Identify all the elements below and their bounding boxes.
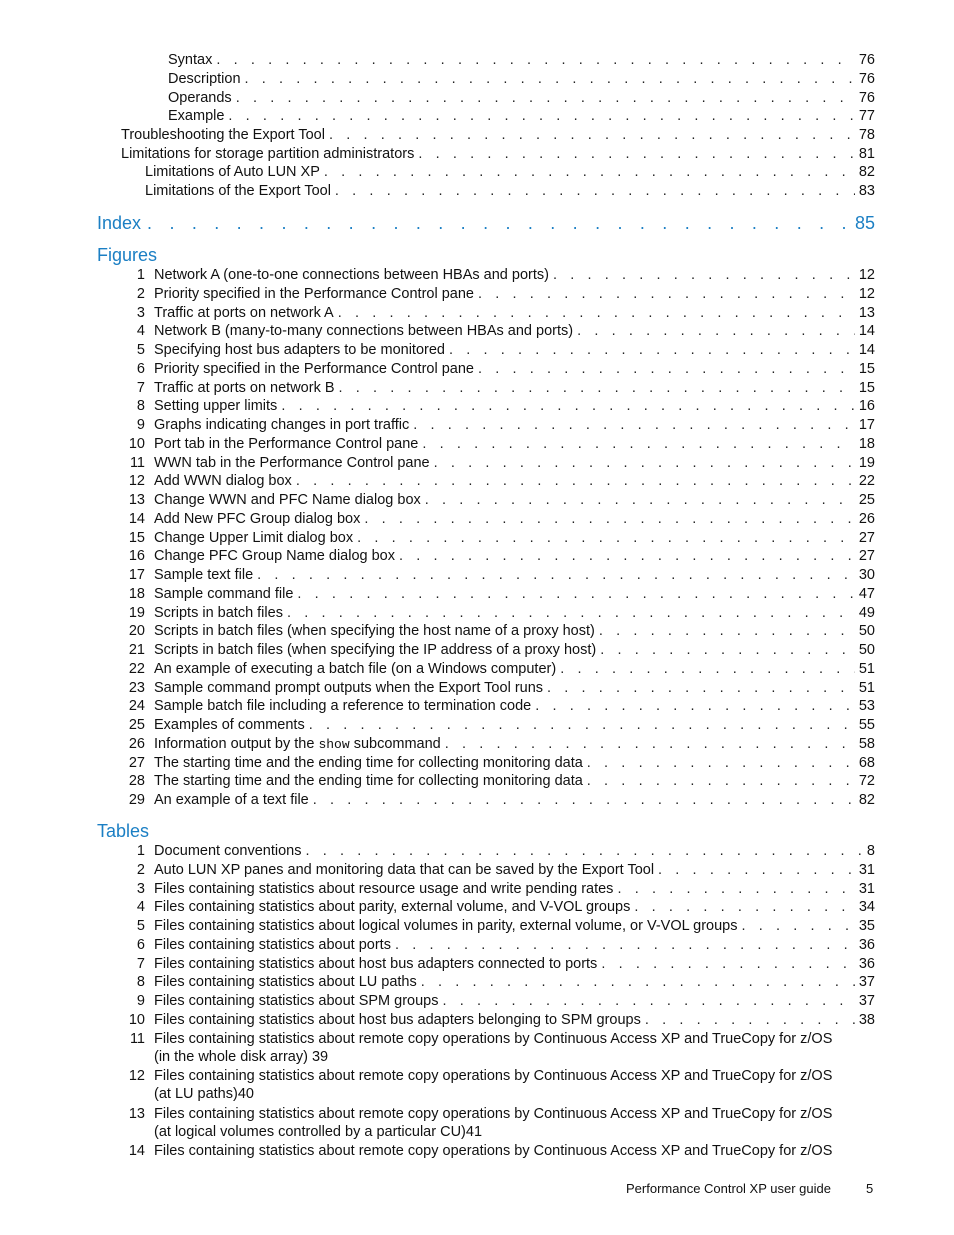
table-number: 9 [136,993,145,1009]
table-entry[interactable] [118,992,875,1010]
figure-entry[interactable] [118,754,875,772]
table-number: 13 [128,1105,145,1122]
toc-entry[interactable] [168,70,875,88]
figure-label: Change PFC Group Name dialog box [154,548,395,565]
figure-page: 53 [858,698,875,715]
toc-entry-label: Limitations for storage partition administrators [121,146,415,162]
table-page: 38 [858,1011,875,1028]
table-page: 31 [858,861,875,878]
figure-entry[interactable] [118,416,875,434]
table-entry[interactable] [118,1142,875,1178]
leader-dots [216,51,855,69]
figure-label: An example of executing a batch file (on a Windows computer) [154,660,557,677]
leader-dots [617,880,854,898]
leader-dots [228,107,854,125]
figure-page: 12 [858,285,875,302]
figure-number: 14 [128,510,145,527]
figure-number: 27 [128,754,145,771]
leader-dots [329,126,855,144]
figure-label: Port tab in the Performance Control pane [154,435,419,452]
table-label-line2: (in the whole disk array) 39 [154,1048,329,1065]
figure-number: 7 [136,379,145,396]
table-label: Files containing statistics about resource usage and write pending rates [154,880,614,897]
table-entry[interactable] [118,1105,875,1141]
leader-dots [147,212,849,234]
figure-label: Change Upper Limit dialog box [154,529,354,546]
leader-dots [245,70,855,88]
leader-dots [236,89,855,107]
footer-page-number: 5 [866,1181,874,1196]
figure-page: 19 [858,454,875,471]
leader-dots [421,973,855,991]
table-entry[interactable] [118,955,875,973]
table-entry[interactable] [118,898,875,916]
figure-label: Scripts in batch files [154,604,283,621]
table-number: 4 [136,899,145,916]
figure-page: 51 [858,660,875,677]
figure-number: 23 [128,679,145,696]
table-page: 34 [858,899,875,916]
leader-dots [449,341,855,359]
figure-label-text: Information output by the [154,735,315,752]
table-label-line2: (at logical volumes controlled by a particular CU)41 [154,1123,483,1140]
figure-label: Change WWN and PFC Name dialog box [154,492,421,508]
figure-page: 68 [858,754,875,771]
table-page: 37 [858,974,875,991]
figure-page: 14 [858,323,875,340]
figure-entry[interactable] [118,641,875,659]
leader-dots [658,861,855,879]
figure-entry[interactable] [118,285,875,303]
index-label: Index [97,213,142,233]
table-label: Document conventions [154,843,302,859]
figure-number: 25 [128,717,145,733]
table-page: 37 [858,993,875,1009]
figure-page: 50 [858,623,875,640]
figure-entry[interactable] [118,472,875,490]
figure-number: 22 [128,660,145,677]
table-number: 6 [136,936,145,953]
toc-entry-label: Operands [168,90,232,106]
figure-page: 25 [858,492,875,508]
figure-label: Specifying host bus adapters to be monitored [154,342,445,358]
figure-label: Sample command prompt outputs when the Export Tool runs [154,679,544,696]
toc-entry-page: 76 [858,52,875,68]
leader-dots [601,955,855,973]
leader-dots [297,585,854,603]
leader-dots [335,182,855,200]
figure-label: Graphs indicating changes in port traffic [154,417,410,433]
table-label: Files containing statistics about ports [154,936,391,953]
figure-number: 8 [136,398,145,415]
table-label-line1: Files containing statistics about remote copy operations by Continuous Access XP and TrueCopy for z/OS [154,1068,833,1084]
figure-label-text: subcommand [353,735,441,752]
toc-entry-label: Limitations of Auto LUN XP [145,164,320,180]
figure-entry[interactable] [118,435,875,453]
toc-entry-page: 76 [858,90,875,106]
figure-number: 19 [128,604,145,621]
leader-dots [742,917,855,935]
toc-entry-label: Limitations of the Export Tool [145,183,331,199]
leader-dots [443,992,855,1010]
figure-label: Add New PFC Group dialog box [154,510,361,527]
table-entry[interactable] [118,842,875,860]
figure-page: 50 [858,642,875,658]
leader-dots [599,622,855,640]
table-number: 11 [129,1030,145,1047]
table-page: 31 [858,880,875,897]
leader-dots [547,679,855,697]
figure-entry[interactable] [118,679,875,697]
footer-title: Performance Control XP user guide [626,1181,831,1196]
leader-dots [309,716,855,734]
toc-entry-label: Syntax [168,52,213,68]
table-entry[interactable] [118,1011,875,1029]
leader-dots [587,772,855,790]
figure-entry[interactable] [118,622,875,640]
table-number: 5 [136,918,145,934]
toc-entry-page: 83 [858,183,875,199]
toc-entry-page: 78 [858,127,875,143]
figure-label: Network B (many-to-many connections between HBAs and ports) [154,323,574,340]
toc-entry-label: Troubleshooting the Export Tool [121,127,325,143]
toc-entry-page: 82 [858,164,875,180]
index-page: 85 [854,213,875,233]
table-label: Files containing statistics about host bus adapters belonging to SPM groups [154,1011,641,1028]
figure-number: 9 [136,417,145,433]
figure-label: Sample command file [154,585,294,602]
table-entry[interactable] [118,917,875,935]
figure-entry[interactable] [118,454,875,472]
figure-number: 3 [136,304,145,321]
toc-entry-page: 81 [858,146,875,162]
leader-dots [306,842,863,860]
leader-dots [478,285,855,303]
table-label: Files containing statistics about SPM groups [154,993,439,1009]
leader-dots [287,604,855,622]
leader-dots [600,641,855,659]
figure-entry[interactable] [118,735,875,754]
leader-dots [425,491,855,509]
figure-entry[interactable] [118,304,875,322]
table-entry[interactable] [118,1067,875,1103]
figure-label: Scripts in batch files (when specifying the IP address of a proxy host) [154,642,597,658]
table-page: 35 [858,918,875,934]
figure-label: Traffic at ports on network A [154,304,334,321]
toc-entry[interactable] [145,182,875,200]
figure-page: 27 [858,529,875,546]
toc-entry[interactable] [168,107,875,125]
figure-page: 26 [858,510,875,527]
leader-dots [296,472,855,490]
figure-page: 17 [858,417,875,433]
figure-number: 12 [128,473,145,490]
figure-entry[interactable] [118,716,875,734]
figure-number: 26 [128,735,145,752]
figure-number: 20 [128,623,145,640]
leader-dots [645,1011,855,1029]
figure-number: 29 [128,792,145,808]
leader-dots [422,435,854,453]
leader-dots [324,163,855,181]
leader-dots [634,898,855,916]
table-label: Files containing statistics about host bus adapters connected to ports [154,955,598,972]
figure-number: 11 [129,454,145,471]
toc-entry-label: Example [168,108,225,124]
figure-number: 2 [136,285,145,302]
figure-number: 13 [128,492,145,508]
figure-entry[interactable] [118,604,875,622]
leader-dots [338,304,855,322]
figure-number: 16 [128,548,145,565]
table-label: Auto LUN XP panes and monitoring data that can be saved by the Export Tool [154,861,655,878]
table-entry[interactable] [118,861,875,879]
table-page: 36 [858,936,875,953]
figure-entry[interactable] [118,510,875,528]
figure-label: Traffic at ports on network B [154,379,335,396]
figure-entry[interactable] [118,360,875,378]
leader-dots [478,360,855,378]
leader-dots [281,397,855,415]
figure-label: Priority specified in the Performance Control pane [154,285,474,302]
figure-label: Scripts in batch files (when specifying the host name of a proxy host) [154,623,595,640]
leader-dots [418,145,855,163]
table-entry[interactable] [118,880,875,898]
table-page: 36 [858,955,875,972]
table-number: 10 [128,1011,145,1028]
table-number: 8 [136,974,145,991]
figure-label [154,735,441,754]
figure-label: Sample batch file including a reference to termination code [154,698,532,715]
figure-page: 58 [858,735,875,752]
figure-label: Sample text file [154,567,254,583]
table-number: 3 [136,880,145,897]
table-label: Files containing statistics about logical volumes in parity, external volume, or V-VOL groups [154,918,738,934]
figure-label: The starting time and the ending time for collecting monitoring data [154,754,583,771]
figure-entry[interactable] [118,791,875,809]
figure-page: 15 [858,360,875,377]
figure-page: 55 [858,717,875,733]
figure-label: Examples of comments [154,717,305,733]
figure-label-code: show [318,736,350,752]
figure-entry[interactable] [118,491,875,509]
leader-dots [399,547,855,565]
figure-number: 24 [128,698,145,715]
toc-entry[interactable] [168,51,875,69]
leader-dots [577,322,855,340]
figure-entry[interactable] [118,529,875,547]
figure-number: 17 [128,567,145,583]
figure-page: 72 [858,773,875,790]
figure-page: 16 [858,398,875,415]
figure-entry[interactable] [118,660,875,678]
figure-number: 6 [136,360,145,377]
figures-heading: Figures [97,245,158,265]
figure-page: 47 [858,585,875,602]
leader-dots [313,791,855,809]
table-number: 14 [128,1143,145,1159]
figure-number: 1 [136,267,145,283]
figure-number: 4 [136,323,145,340]
figure-page: 27 [858,548,875,565]
figure-number: 28 [128,773,145,790]
table-label: Files containing statistics about LU paths [154,974,417,991]
figure-entry[interactable] [118,266,875,284]
figure-label: Priority specified in the Performance Control pane [154,360,474,377]
figure-number: 5 [136,342,145,358]
figure-label: An example of a text file [154,792,309,808]
figure-page: 30 [858,567,875,583]
figure-entry[interactable] [118,566,875,584]
toc-entry[interactable] [145,163,875,181]
table-number: 12 [128,1068,145,1084]
toc-entry[interactable] [121,126,875,144]
figure-page: 13 [858,304,875,321]
figure-page: 12 [858,267,875,283]
table-label-line2: (at LU paths)40 [154,1086,254,1102]
table-label-line1: Files containing statistics about remote copy operations by Continuous Access XP and TrueCopy for z/OS [154,1030,833,1047]
figure-entry[interactable] [118,772,875,790]
table-entry[interactable] [118,936,875,954]
leader-dots [413,416,855,434]
toc-entry[interactable] [168,89,875,107]
figure-page: 22 [858,473,875,490]
figure-number: 10 [128,435,145,452]
table-number: 2 [136,861,145,878]
leader-dots [339,379,855,397]
figure-page: 14 [858,342,875,358]
table-page: 8 [866,843,875,859]
table-entry[interactable] [118,973,875,991]
index-entry[interactable] [97,212,875,234]
leader-dots [445,735,855,753]
figure-number: 15 [128,529,145,546]
table-number: 7 [136,955,145,972]
figure-entry[interactable] [118,379,875,397]
figure-label: Add WWN dialog box [154,473,292,490]
table-entry[interactable] [118,1030,875,1066]
leader-dots [257,566,855,584]
toc-entry-page: 77 [858,108,875,124]
figure-entry[interactable] [118,397,875,415]
figure-page: 51 [858,679,875,696]
leader-dots [560,660,855,678]
toc-entry[interactable] [121,145,875,163]
figure-entry[interactable] [118,585,875,603]
leader-dots [395,936,855,954]
leader-dots [364,510,855,528]
figure-number: 21 [128,642,145,658]
figure-label: The starting time and the ending time for collecting monitoring data [154,773,583,790]
table-label: Files containing statistics about parity, external volume, and V-VOL groups [154,899,631,916]
figure-label: WWN tab in the Performance Control pane [154,454,430,471]
tables-heading: Tables [97,821,150,841]
table-label-line1: Files containing statistics about remote copy operations by Continuous Access XP and TrueCopy for z/OS [154,1105,833,1122]
leader-dots [587,754,855,772]
leader-dots [535,697,855,715]
figure-entry[interactable] [118,322,875,340]
figure-entry[interactable] [118,341,875,359]
figure-entry[interactable] [118,547,875,565]
figure-entry[interactable] [118,697,875,715]
table-number: 1 [136,843,145,859]
table-label-line1: Files containing statistics about remote copy operations by Continuous Access XP and TrueCopy for z/OS [154,1143,833,1159]
figure-number: 18 [128,585,145,602]
figure-label: Setting upper limits [154,398,278,415]
toc-entry-page: 76 [858,71,875,87]
figure-page: 49 [858,604,875,621]
leader-dots [553,266,855,284]
figure-page: 82 [858,792,875,808]
figure-page: 15 [858,379,875,396]
toc-entry-label: Description [168,71,241,87]
leader-dots [434,454,855,472]
figure-label: Network A (one-to-one connections between HBAs and ports) [154,267,549,283]
figure-page: 18 [858,435,875,452]
leader-dots [357,529,855,547]
